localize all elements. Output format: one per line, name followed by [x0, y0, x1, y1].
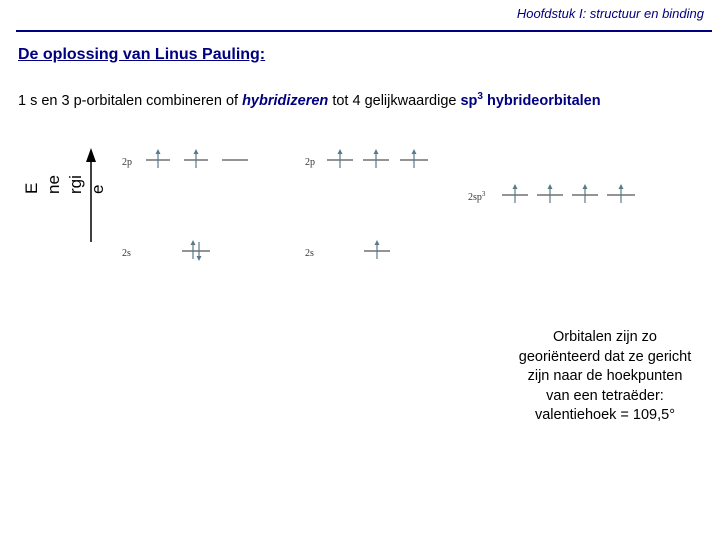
label-hybrid-exponent: 3 [481, 190, 486, 198]
tetrahedral-caption [500, 328, 710, 426]
caption-line-2: georiënteerd dat ze gericht [518, 348, 692, 365]
intro-part-1: 1 s en 3 p-orbitalen combineren of [18, 92, 243, 109]
label-excited-2s: 2s [305, 248, 314, 259]
header-title: Hoofdstuk I: structuur en binding [516, 6, 704, 21]
label-ground-2s: 2s [122, 248, 131, 259]
label-hybrid-base: 2sp [468, 192, 482, 203]
orbital-ground-2p-2 [184, 149, 208, 168]
energy-label-line-3: rgi [66, 175, 85, 194]
orbital-excited-2p-1 [327, 149, 353, 168]
orbital-hybrid-1 [502, 184, 528, 203]
orbital-excited-2p-2 [363, 149, 389, 168]
intro-part-2: tot 4 gelijkwaardige [328, 92, 461, 109]
orbital-ground-2p-1 [146, 149, 170, 168]
caption-line-1: Orbitalen zijn zo [553, 329, 657, 345]
energy-label-line-2: ne [44, 175, 63, 194]
intro-part-3: hybrideorbitalen [482, 92, 601, 109]
intro-sp-exponent: 3 [477, 91, 483, 102]
energy-arrow [86, 148, 96, 242]
orbital-hybrid-2 [537, 184, 563, 203]
orbital-excited-2p-3 [400, 149, 428, 168]
caption-line-3: zijn naar de hoekpunten [527, 368, 683, 384]
label-hybrid [468, 190, 486, 203]
orbital-hybrid-3 [572, 184, 598, 203]
orbital-ground-2s [182, 240, 210, 261]
energy-label-line-1: E [22, 182, 41, 194]
intro-hybridize-term: hybridizeren [242, 92, 329, 109]
label-ground-2p: 2p [122, 157, 132, 168]
slide-title: De oplossing van Linus Pauling: [18, 46, 266, 63]
caption-line-4: van een tetraëder: [546, 387, 664, 404]
intro-sp: sp [460, 92, 478, 109]
orbital-excited-2s [364, 240, 390, 259]
caption-line-5: valentiehoek = 109,5° [534, 407, 676, 423]
energy-label-line-4: e [88, 184, 107, 194]
orbital-hybrid-4 [607, 184, 635, 203]
label-excited-2p: 2p [305, 157, 315, 168]
